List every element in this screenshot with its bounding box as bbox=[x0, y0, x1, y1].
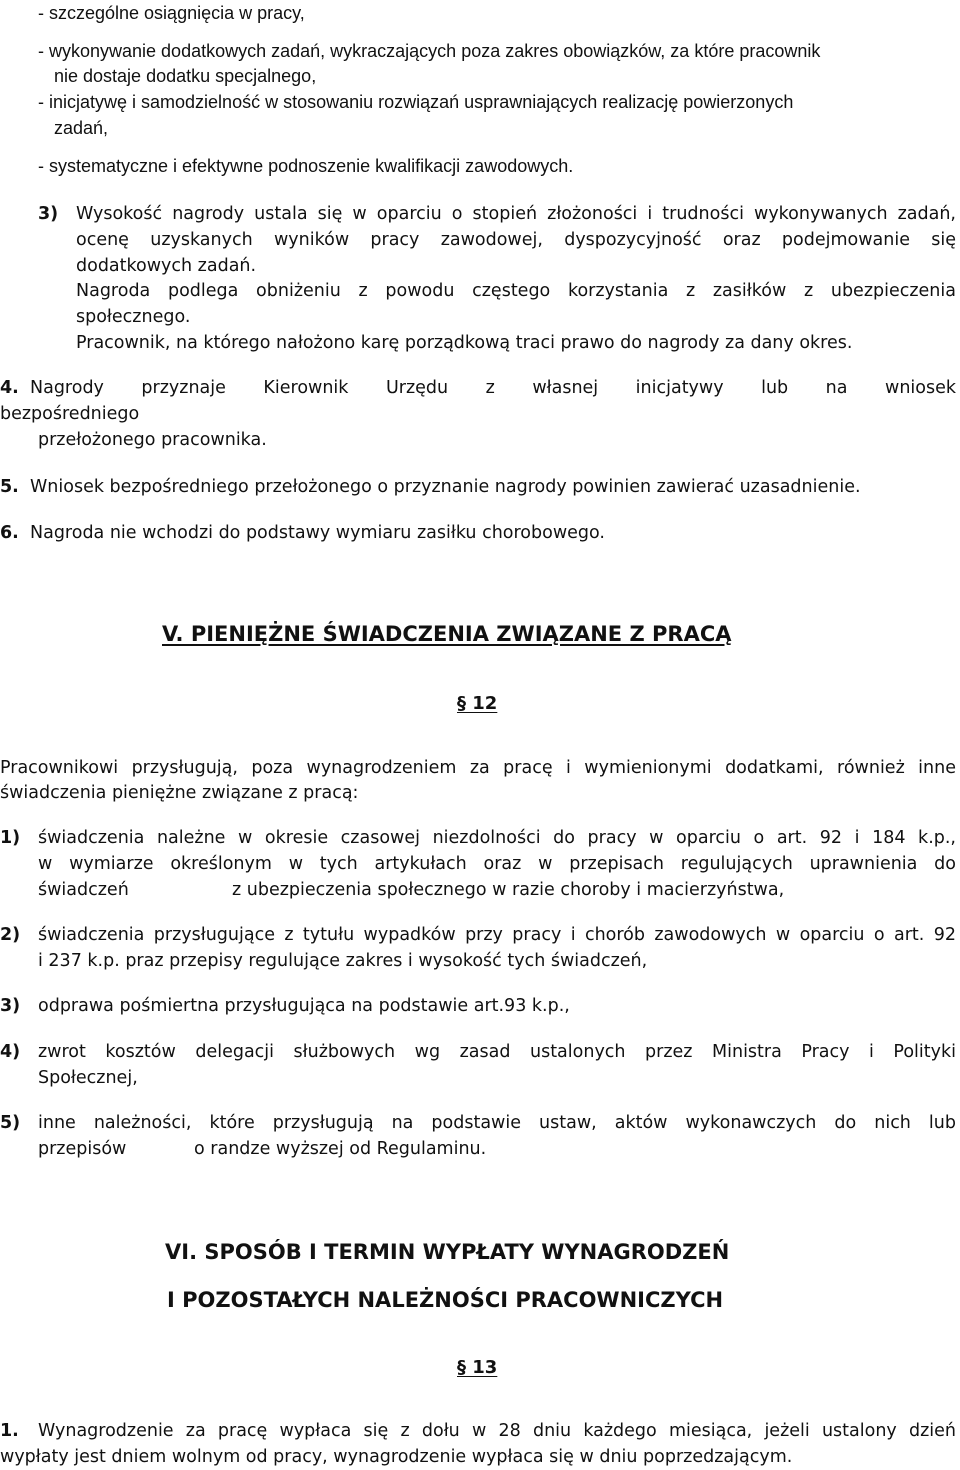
item-text-line: w wymiarze określonym w tych artykułach oraz w przepisach regulujących uprawnienia do bbox=[38, 854, 956, 874]
point-number: 6. bbox=[0, 523, 19, 543]
point-text-line: ocenę uzyskanych wyników pracy zawodowej, dyspozycyjność oraz podejmowanie się bbox=[76, 230, 956, 250]
point-text-line: Nagroda nie wchodzi do podstawy wymiaru zasiłku chorobowego. bbox=[30, 523, 605, 543]
item-text-line: Wynagrodzenie za pracę wypłaca się z dołu w 28 dniu każdego miesiąca, jeżeli ustalony dzień bbox=[38, 1421, 956, 1441]
item-text-line: z ubezpieczenia społecznego w razie choroby i macierzyństwa, bbox=[232, 880, 785, 900]
point-text-line: Wniosek bezpośredniego przełożonego o przyznanie nagrody powinien zawierać uzasadnienie. bbox=[30, 477, 861, 497]
item-number: 5) bbox=[0, 1113, 21, 1133]
item-number: 1. bbox=[0, 1421, 19, 1441]
item-number: 1) bbox=[0, 828, 21, 848]
item-text-line: i 237 k.p. praz przepisy regulujące zakres i wysokość tych świadczeń, bbox=[38, 951, 648, 971]
section-heading: V. PIENIĘŻNE ŚWIADCZENIA ZWIĄZANE Z PRACĄ bbox=[162, 622, 732, 646]
point-text-line: Pracownik, na którego nałożono karę porządkową traci prawo do nagrody za dany okres. bbox=[76, 333, 853, 353]
item-text-line: świadczenia należne w okresie czasowej niezdolności do pracy w oparciu o art. 92 i 184 k.p., bbox=[38, 828, 956, 848]
list-item: zadań, bbox=[54, 118, 109, 138]
list-item: - systematyczne i efektywne podnoszenie kwalifikacji zawodowych. bbox=[38, 156, 574, 176]
section-heading: I POZOSTAŁYCH NALEŻNOŚCI PRACOWNICZYCH bbox=[167, 1288, 724, 1312]
list-item: - szczególne osiągnięcia w pracy, bbox=[38, 3, 305, 23]
item-text-line: zwrot kosztów delegacji służbowych wg zasad ustalonych przez Ministra Pracy i Polityki bbox=[38, 1042, 956, 1062]
point-number: 4. bbox=[0, 378, 19, 398]
point-text-line: bezpośredniego bbox=[0, 404, 140, 424]
item-number: 2) bbox=[0, 925, 21, 945]
list-item: - inicjatywę i samodzielność w stosowaniu rozwiązań usprawniających realizację powierzonych bbox=[38, 92, 794, 112]
point-text-line: społecznego. bbox=[76, 307, 191, 327]
item-text-line: świadczenia przysługujące z tytułu wypadków przy pracy i chorób zawodowych w oparciu o art. 92 bbox=[38, 925, 956, 945]
item-number: 4) bbox=[0, 1042, 21, 1062]
point-number: 3) bbox=[38, 204, 59, 224]
list-item: - wykonywanie dodatkowych zadań, wykraczających poza zakres obowiązków, za które pracownik bbox=[38, 41, 821, 61]
item-text-line: odprawa pośmiertna przysługująca na podstawie art.93 k.p., bbox=[38, 996, 570, 1016]
intro-text-line: świadczenia pieniężne związane z pracą: bbox=[0, 783, 359, 803]
point-text-line: dodatkowych zadań. bbox=[76, 256, 257, 276]
point-text-line: Wysokość nagrody ustala się w oparciu o stopień złożoności i trudności wykonywanych zadań, bbox=[76, 204, 956, 224]
item-text-line: świadczeń bbox=[38, 880, 129, 900]
point-number: 5. bbox=[0, 477, 19, 497]
item-text-line: Społecznej, bbox=[38, 1068, 138, 1088]
item-text-line: wypłaty jest dniem wolnym od pracy, wynagrodzenie wypłaca się w dniu poprzedzającym. bbox=[0, 1447, 793, 1467]
item-number: 3) bbox=[0, 996, 21, 1016]
list-item: nie dostaje dodatku specjalnego, bbox=[54, 66, 317, 86]
paragraph-number: § 13 bbox=[457, 1357, 498, 1378]
item-text-line: przepisów bbox=[38, 1139, 127, 1159]
point-text-line: Nagrody przyznaje Kierownik Urzędu z własnej inicjatywy lub na wniosek bbox=[30, 378, 956, 398]
intro-text-line: Pracownikowi przysługują, poza wynagrodzeniem za pracę i wymienionymi dodatkami, również inne bbox=[0, 758, 956, 778]
item-text-line: inne należności, które przysługują na podstawie ustaw, aktów wykonawczych do nich lub bbox=[38, 1113, 956, 1133]
point-text-line: Nagroda podlega obniżeniu z powodu częstego korzystania z zasiłków z ubezpieczenia bbox=[76, 281, 956, 301]
item-text-line: o randze wyższej od Regulaminu. bbox=[194, 1139, 487, 1159]
section-heading: VI. SPOSÓB I TERMIN WYPŁATY WYNAGRODZEŃ bbox=[165, 1240, 730, 1264]
point-text-line: przełożonego pracownika. bbox=[38, 430, 267, 450]
paragraph-number: § 12 bbox=[457, 693, 498, 714]
